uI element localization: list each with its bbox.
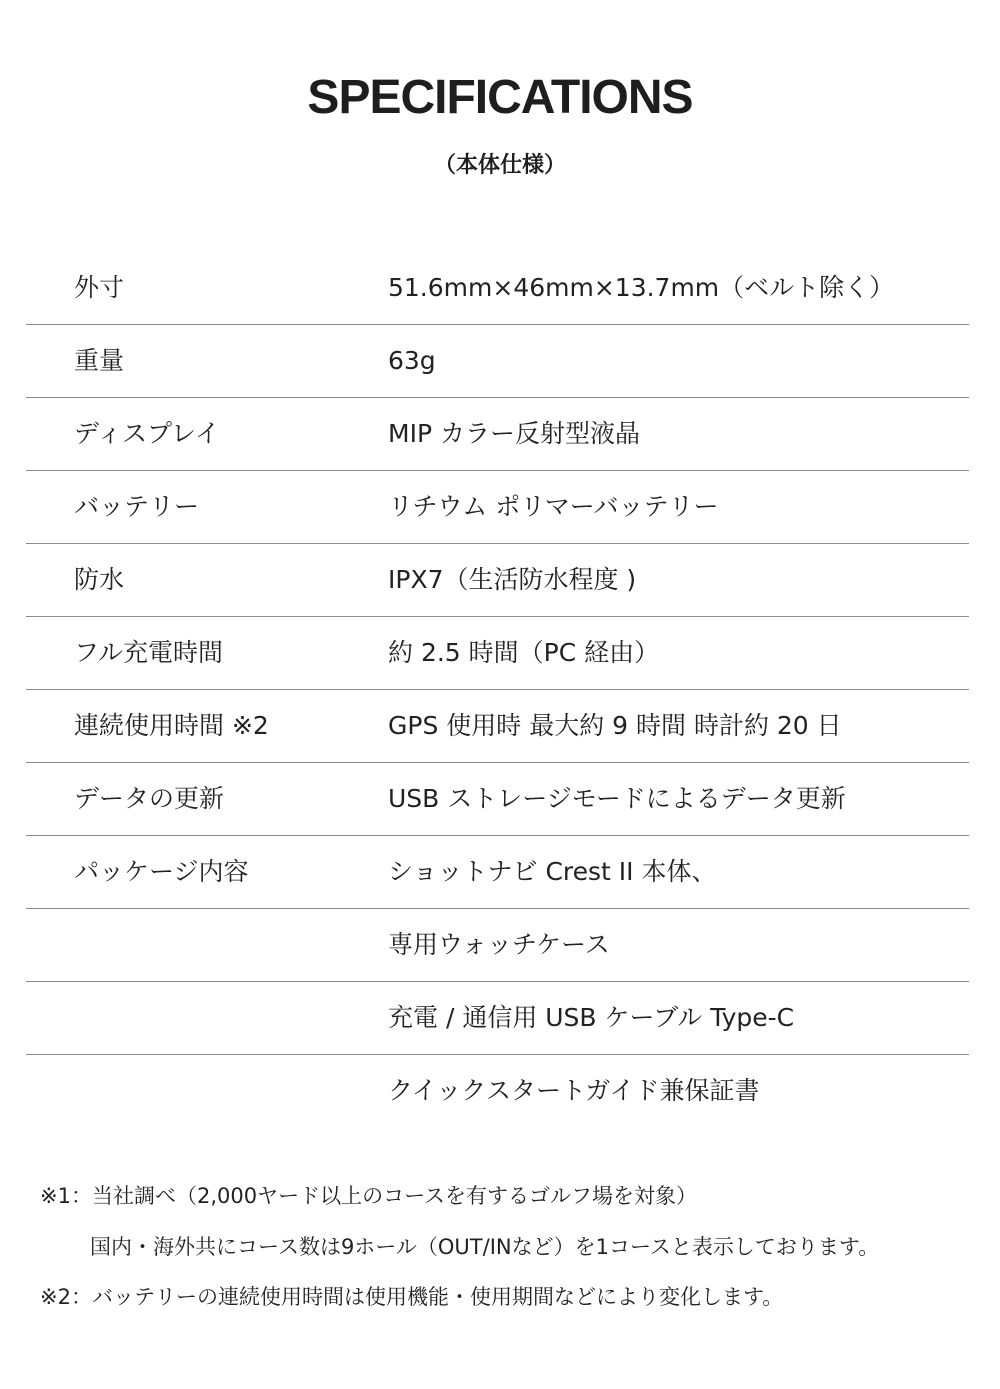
spec-row-package: [26, 836, 969, 909]
spec-table: [26, 252, 969, 1127]
spec-label: 外寸: [74, 273, 125, 302]
spec-row-waterproof: [26, 544, 969, 617]
spec-label: ディスプレイ: [74, 419, 220, 448]
spec-row-package-cable: [26, 982, 969, 1055]
spec-row-package-case: [26, 909, 969, 982]
spec-value: 51.6mm×46mm×13.7mm（ベルト除く）: [388, 273, 895, 302]
spec-value: GPS 使用時 最大約 9 時間 時計約 20 日: [388, 711, 842, 740]
spec-row-charge-time: [26, 617, 969, 690]
spec-label: データの更新: [74, 784, 225, 813]
spec-value: USB ストレージモードによるデータ更新: [388, 784, 846, 813]
spec-value: クイックスタートガイド兼保証書: [388, 1076, 760, 1105]
spec-value: 充電 / 通信用 USB ケーブル Type-C: [388, 1003, 795, 1032]
page-title: SPECIFICATIONS: [307, 71, 693, 124]
spec-row-usage-time: [26, 690, 969, 763]
page-subtitle: （本体仕様）: [433, 153, 566, 178]
spec-row-weight: [26, 325, 969, 398]
spec-label: 防水: [74, 565, 125, 594]
spec-label: パッケージ内容: [74, 857, 249, 886]
spec-row-display: [26, 398, 969, 471]
spec-row-package-guide: [26, 1055, 969, 1127]
spec-label: バッテリー: [74, 492, 200, 521]
spec-value: リチウム ポリマーバッテリー: [388, 492, 719, 521]
spec-row-data-update: [26, 763, 969, 836]
spec-value: 約 2.5 時間（PC 経由）: [388, 638, 660, 667]
spec-value: ショットナビ Crest II 本体、: [388, 857, 717, 886]
spec-value: MIP カラー反射型液晶: [388, 419, 640, 448]
spec-value: 63g: [388, 346, 436, 375]
spec-label: 重量: [74, 346, 125, 375]
footnote-2: ※2：バッテリーの連続使用時間は使用機能・使用期間などにより変化します。: [40, 1285, 784, 1309]
footnote-1: ※1：当社調べ（2,000ヤード以上のコースを有するゴルフ場を対象）: [40, 1184, 698, 1208]
spec-row-dimensions: [26, 252, 969, 325]
spec-label: フル充電時間: [74, 638, 224, 667]
spec-row-battery: [26, 471, 969, 544]
spec-label: 連続使用時間 ※2: [74, 711, 269, 740]
spec-value: 専用ウォッチケース: [388, 930, 610, 959]
footnote-1-detail: 国内・海外共にコース数は9ホール（OUT/INなど）を1コースと表示しております。: [90, 1235, 880, 1259]
spec-value: IPX7（生活防水程度 ): [388, 565, 637, 594]
